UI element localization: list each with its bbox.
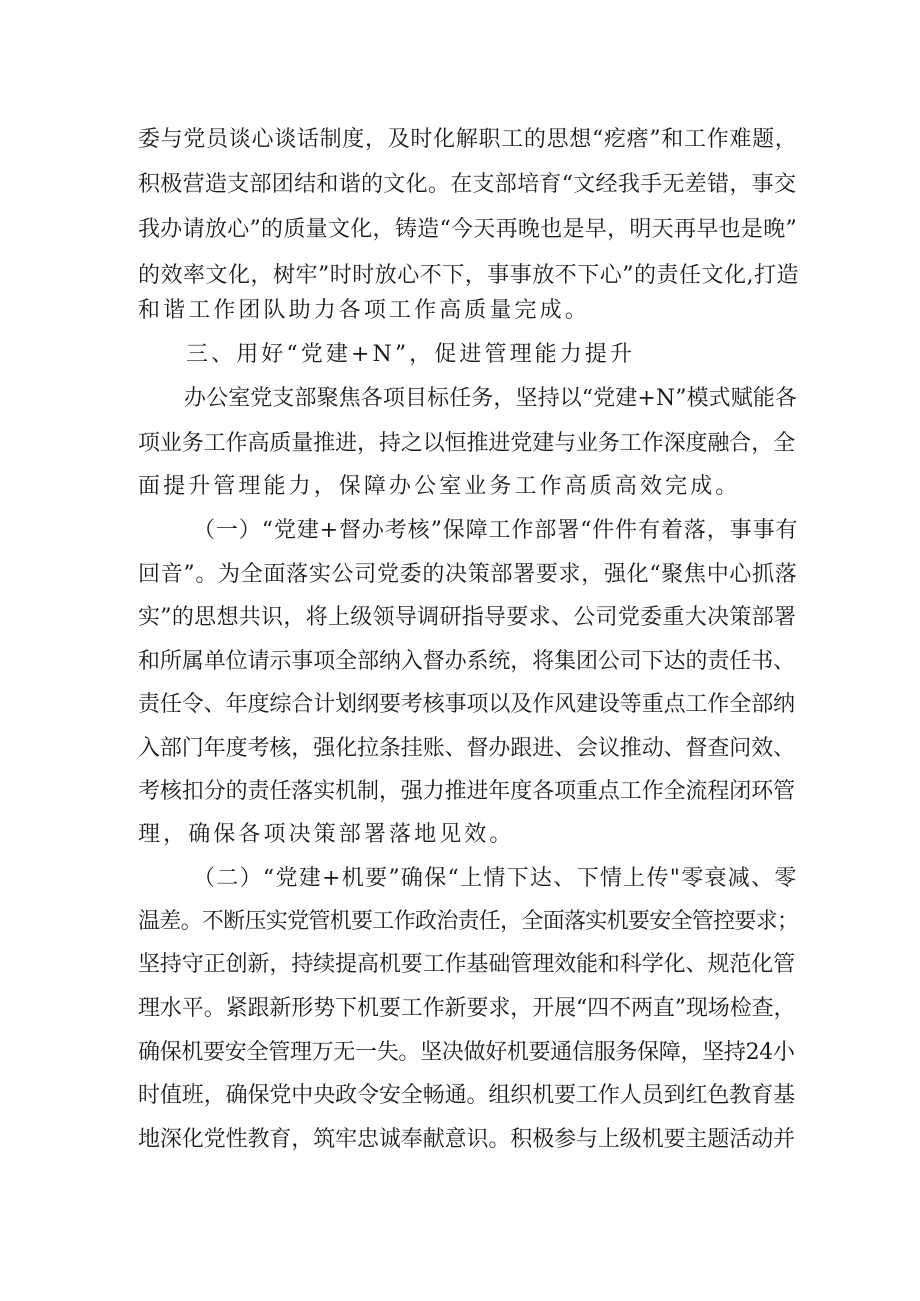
body-text-line: 地深化党性教育，筑牢忠诚奉献意识。积极参与上级机要主题活动并 xyxy=(138,1127,796,1152)
section-heading: 三、用好“党建+N”，促进管理能力提升 xyxy=(186,342,636,367)
body-text-line: 委与党员谈心谈话制度，及时化解职工的思想“疙瘩”和工作难题， xyxy=(138,127,798,152)
body-text-line: 办公室党支部聚焦各项目标任务，坚持以“党建+N”模式赋能各 xyxy=(184,386,798,411)
body-text-line: 的效率文化，树牢”时时放心不下，事事放不下心”的责任文化,打造 xyxy=(138,263,799,288)
body-text-line: 我办请放心”的质量文化，铸造“今天再晚也是早，明天再早也是晚” xyxy=(138,217,798,242)
body-text-line: 确保机要安全管理万无一失。坚决做好机要通信服务保障，坚持24小 xyxy=(138,1040,795,1065)
body-text-line: 理水平。紧跟新形势下机要工作新要求，开展“四不两直”现场检查， xyxy=(138,996,796,1021)
body-text-line: 入部门年度考核，强化拉条挂账、督办跟进、会议推动、督查问效、 xyxy=(138,736,796,761)
body-text-line: 时值班，确保党中央政令安全畅通。组织机要工作人员到红色教育基 xyxy=(138,1083,796,1108)
body-text-line: 回音”。为全面落实公司党委的决策部署要求，强化“聚焦中心抓落 xyxy=(138,562,798,587)
body-text-line: 积极营造支部团结和谐的文化。在支部培育“文经我手无差错，事交 xyxy=(138,172,797,197)
body-text-line: 项业务工作高质量推进，持之以恒推进党建与业务工作深度融合，全 xyxy=(138,431,796,456)
body-text-line: 面提升管理能力，保障办公室业务工作高质高效完成。 xyxy=(138,474,741,499)
body-text-line: 温差。不断压实党管机要工作政治责任，全面落实机要安全管控要求； xyxy=(138,909,799,934)
subsection-text-line: （一）“党建+督办考核”保障工作部署“件件有着落，事事有 xyxy=(193,518,799,543)
body-text-line: 和所属单位请示事项全部纳入督办系统，将集团公司下达的责任书、 xyxy=(138,649,796,674)
body-text-line: 实”的思想共识，将上级领导调研指导要求、公司党委重大决策部署 xyxy=(138,605,797,630)
body-text-line: 理，确保各项决策部署落地见效。 xyxy=(138,822,515,847)
body-text-line: 坚持守正创新，持续提高机要工作基础管理效能和科学化、规范化管 xyxy=(138,952,796,977)
body-text-line: 和谐工作团队助力各项工作高质量完成。 xyxy=(138,298,590,323)
subsection-text-line: （二）“党建+机要”确保“上情下达、下情上传"零衰减、零 xyxy=(193,866,798,891)
body-text-line: 责任令、年度综合计划纲要考核事项以及作风建设等重点工作全部纳 xyxy=(138,692,796,717)
body-text-line: 考核扣分的责任落实机制，强力推进年度各项重点工作全流程闭环管 xyxy=(138,779,796,804)
